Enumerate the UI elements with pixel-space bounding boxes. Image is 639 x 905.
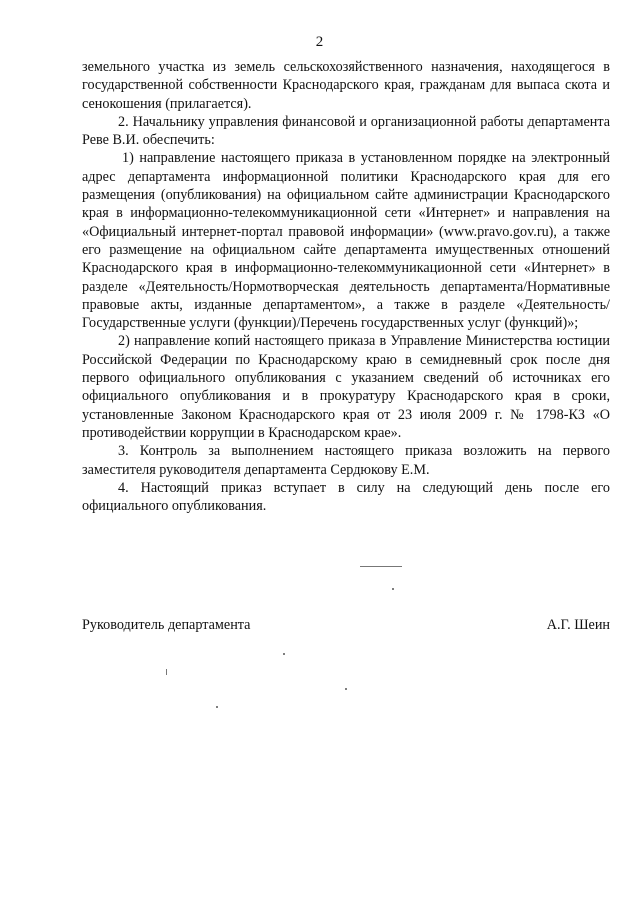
paragraph-continuation: земельного участка из земель сельскохозяйственного назначения, находящегося в государственной собственности Краснодарского края, гражданам для выпаса скота и сенокошения (прилагается). (82, 59, 610, 112)
scan-speck (345, 688, 347, 690)
scan-speck (392, 588, 394, 590)
paragraph-subitem-2: 2) направление копий настоящего приказа в Управление Министерства юстиции Российской Федерации по Краснодарскому краю в семидневный срок после дня первого официального опубликования с указанием сведений об источниках его официального опубликования и в прокуратуру Краснодарского края в сроки, установленные Законом Краснодарского края от 23 июля 2009 г. № 1798-КЗ «О противодействии коррупции в Краснодарском крае». (82, 333, 610, 441)
signature-block (82, 617, 610, 634)
paragraph-subitem-1: 1) направление настоящего приказа в установленном порядке на электронный адрес департамента информационной политики Краснодарского края для его размещения (опубликования) на официальном сайте администрации Краснодарского края в информационно-телекоммуникационной сети «Интернет» и направления на «Официальный интернет-портал правовой информации» (www.pravo.gov.ru), а также его размещение на официальном сайте департамента имущественных отношений Краснодарского края в информационно-телекоммуникационной сети «Интернет» в разделе «Деятельность/Нормотворческая деятельность департамента/Нормативные правовые акты, изданные департаментом», а также в разделе «Деятельность/ Государственные услуги (функции)/Перечень государственных услуг (функций)»; (82, 150, 610, 332)
scan-mark (166, 669, 167, 675)
page-number: 2 (315, 34, 324, 50)
signatory-name: А.Г. Шеин (546, 617, 610, 633)
scan-speck (216, 706, 218, 708)
paragraph-item-2: 2. Начальнику управления финансовой и организационной работы департамента Реве В.И. обеспечить: (82, 113, 610, 149)
document-body (82, 58, 610, 515)
scan-speck (283, 653, 285, 655)
paragraph-item-3: 3. Контроль за выполнением настоящего приказа возложить на первого заместителя руководителя департамента Сердюкову Е.М. (82, 443, 610, 478)
paragraph-item-4: 4. Настоящий приказ вступает в силу на следующий день после его официального опубликования. (82, 479, 610, 515)
scan-mark (360, 566, 402, 567)
signatory-position: Руководитель департамента (82, 617, 251, 633)
